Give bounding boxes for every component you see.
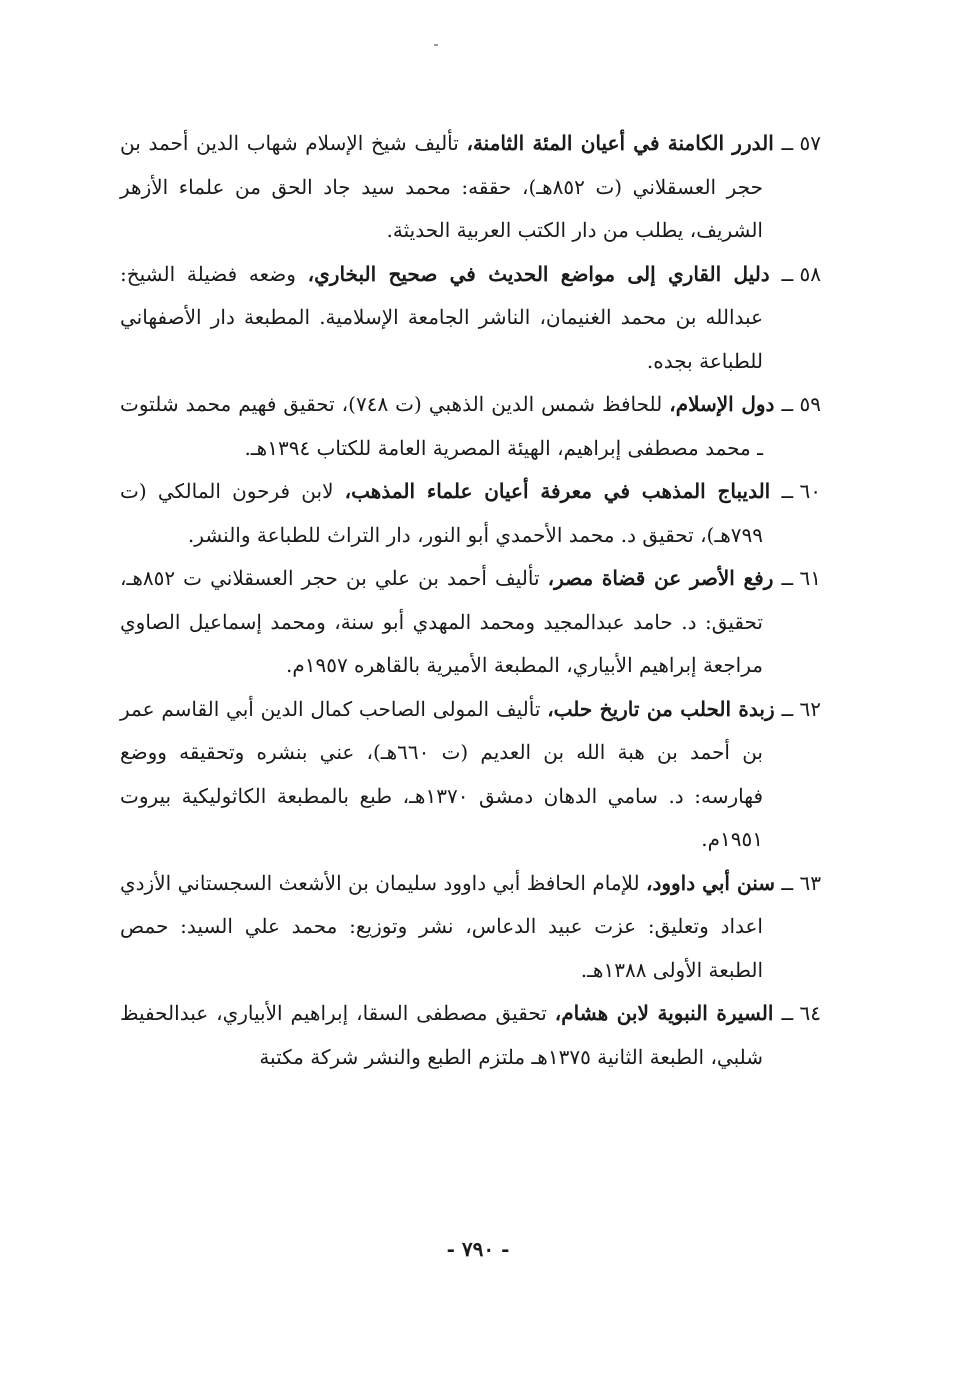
entry-64	[120, 992, 821, 1079]
entry-title: رفع الأصر عن قضاة مصر،	[547, 566, 774, 590]
entry-number: ٦٤ ــ	[781, 1001, 821, 1025]
top-mark	[434, 44, 438, 46]
entry-60	[120, 470, 821, 557]
entry-title: دليل القاري إلى مواضع الحديث في صحيح البخاري،	[307, 261, 770, 286]
entry-number: ٥٩ ــ	[781, 392, 821, 416]
entry-title: السيرة النبوية لابن هشام،	[554, 1001, 774, 1025]
bibliography-list	[120, 122, 821, 1079]
entry-body: وضعه فضيلة الشيخ: عبدالله بن محمد الغنيمان، الناشر الجامعة الإسلامية. المطبعة دار الأصفهاني للطباعة بجده.	[120, 261, 763, 373]
entry-title: الديباج المذهب في معرفة أعيان علماء المذهب،	[344, 479, 771, 503]
entry-body: تأليف المولى الصاحب كمال الدين أبي القاسم عمر بن أحمد بن هبة الله بن العديم (ت ٦٦٠هـ)، عني بنشره وتحقيقه ووضع فهارسه: د. سامي الدهان دمشق ١٣٧٠هـ، طبع بالمطبعة الكاثوليكية بيروت ١٩٥١م.	[120, 696, 763, 851]
page-number: - ٧٩٠ -	[446, 1237, 510, 1261]
entry-number: ٦١ ــ	[781, 566, 821, 590]
entry-63	[120, 862, 821, 993]
entry-body: تأليف أحمد بن علي بن حجر العسقلاني ت ٨٥٢هـ، تحقيق: د. حامد عبدالمجيد ومحمد المهدي أبو سنة، ومحمد إسماعيل الصاوي مراجعة إبراهيم الأبياري، المطبعة الأميرية بالقاهره ١٩٥٧م.	[120, 566, 763, 677]
entry-number: ٥٧ ــ	[781, 131, 821, 155]
entry-body: للإمام الحافظ أبي داوود سليمان بن الأشعث السجستاني الأزدي اعداد وتعليق: عزت عبيد الدعاس، نشر وتوزيع: محمد علي السيد: حمص الطبعة الأولى ١٣٨٨هـ.	[120, 870, 763, 982]
entry-body: تأليف شيخ الإسلام شهاب الدين أحمد بن حجر العسقلاني (ت ٨٥٢هـ)، حققه: محمد سيد جاد الحق من علماء الأزهر الشريف، يطلب من دار الكتب العربية الحديثة.	[120, 131, 763, 242]
entry-57	[120, 122, 821, 253]
entry-title: سنن أبي داوود،	[646, 870, 775, 895]
entry-number: ٦٠ ــ	[781, 479, 821, 503]
entry-number: ٦٢ ــ	[781, 696, 822, 721]
entry-number: ٦٣ ــ	[781, 870, 821, 895]
entry-body: تحقيق مصطفى السقا، إبراهيم الأبياري، عبدالحفيظ شلبي، الطبعة الثانية ١٣٧٥هـ ملتزم الطبع والنشر شركة مكتبة	[120, 1001, 763, 1069]
entry-title: دول الإسلام،	[669, 392, 775, 416]
entry-title: الدرر الكامنة في أعيان المئة الثامنة،	[466, 131, 774, 155]
entry-59	[120, 383, 821, 470]
entry-title: زبدة الحلب من تاريخ حلب،	[547, 696, 775, 721]
entry-62	[120, 688, 821, 862]
entry-58	[120, 253, 821, 384]
entry-number: ٥٨ ــ	[781, 261, 822, 286]
entry-body: للحافظ شمس الدين الذهبي (ت ٧٤٨)، تحقيق فهيم محمد شلتوت ـ محمد مصطفى إبراهيم، الهيئة المصرية العامة للكتاب ١٣٩٤هـ.	[120, 392, 763, 460]
entry-body: لابن فرحون المالكي (ت ٧٩٩هـ)، تحقيق د. محمد الأحمدي أبو النور، دار التراث للطباعة والنشر.	[120, 479, 763, 547]
entry-61	[120, 557, 821, 688]
